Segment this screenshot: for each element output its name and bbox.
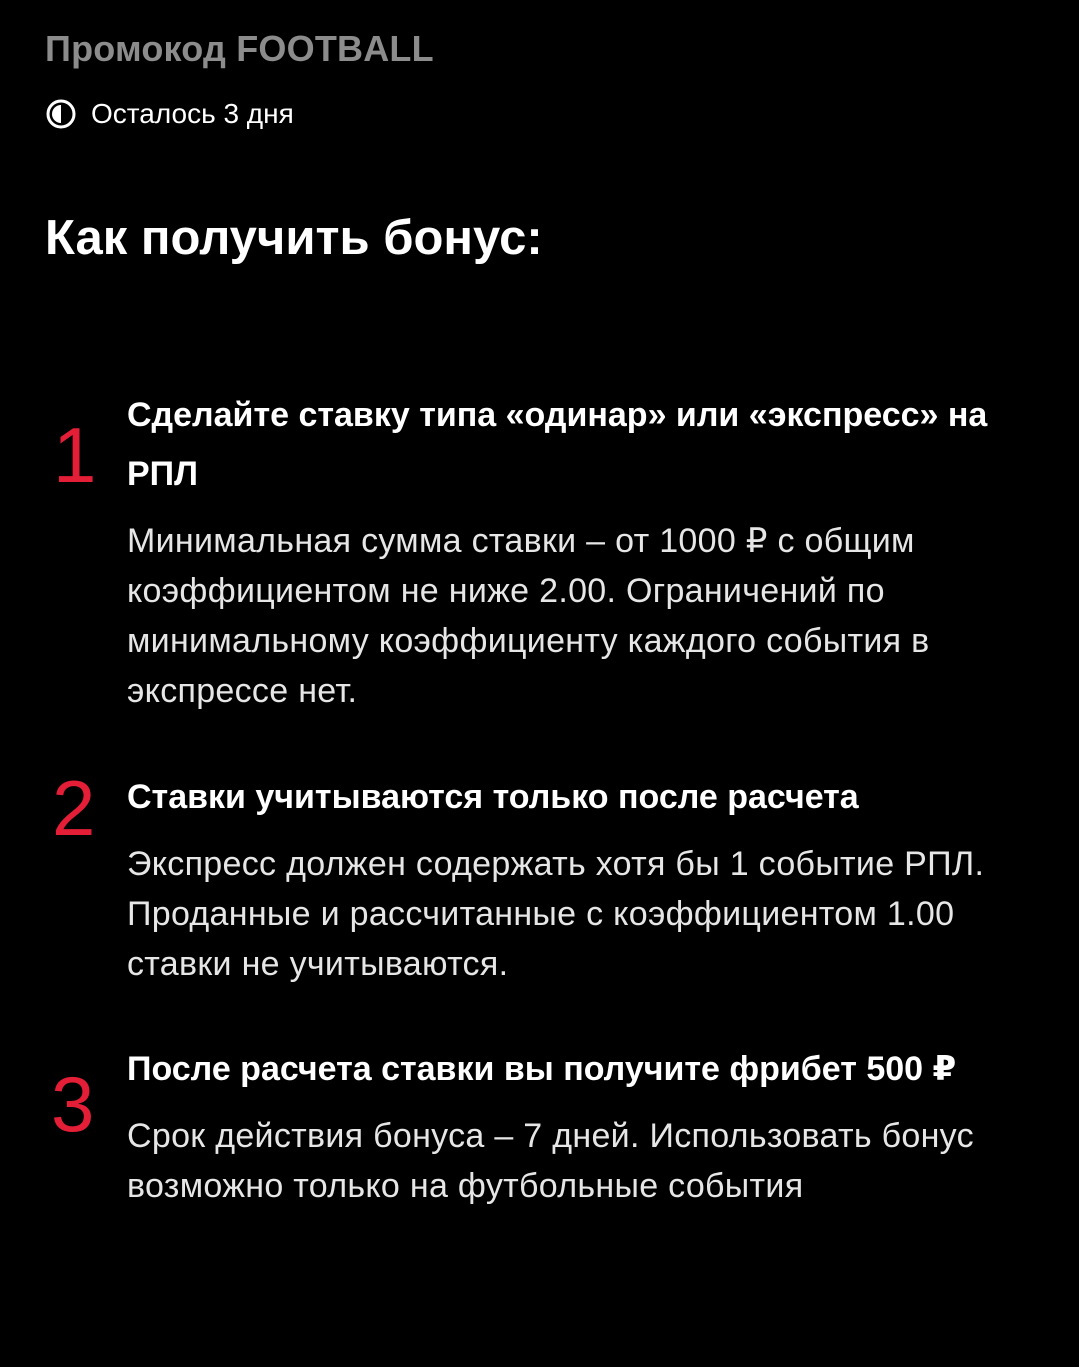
step-number: 1 bbox=[53, 411, 97, 499]
step-heading: Сделайте ставку типа «одинар» или «экспресс» на РПЛ bbox=[127, 396, 988, 493]
step-heading: Ставки учитываются только после расчета bbox=[127, 778, 859, 816]
time-left bbox=[45, 96, 294, 132]
step-description: Срок действия бонуса – 7 дней. Использовать бонус возможно только на футбольные события bbox=[127, 1117, 974, 1205]
step-number: 2 bbox=[52, 764, 96, 852]
step-description: Минимальная сумма ставки – от 1000 ₽ с общим коэффициентом не ниже 2.00. Ограничений по минимальному коэффициенту каждого события в экспрессе нет. bbox=[127, 522, 930, 710]
time-left-text: Осталось 3 дня bbox=[91, 98, 294, 129]
step-content bbox=[127, 1040, 1047, 1211]
step-heading: После расчета ставки вы получите фрибет 500 ₽ bbox=[127, 1050, 957, 1088]
step-number: 3 bbox=[51, 1060, 95, 1148]
step-content bbox=[127, 768, 1047, 989]
section-title: Как получить бонус: bbox=[45, 211, 543, 265]
step-content bbox=[127, 386, 1047, 716]
step-description: Экспресс должен содержать хотя бы 1 событие РПЛ. Проданные и рассчитанные с коэффициентом 1.00 ставки не учитываются. bbox=[127, 845, 985, 983]
promo-title: Промокод FOOTBALL bbox=[45, 28, 434, 69]
timer-icon bbox=[45, 98, 77, 130]
